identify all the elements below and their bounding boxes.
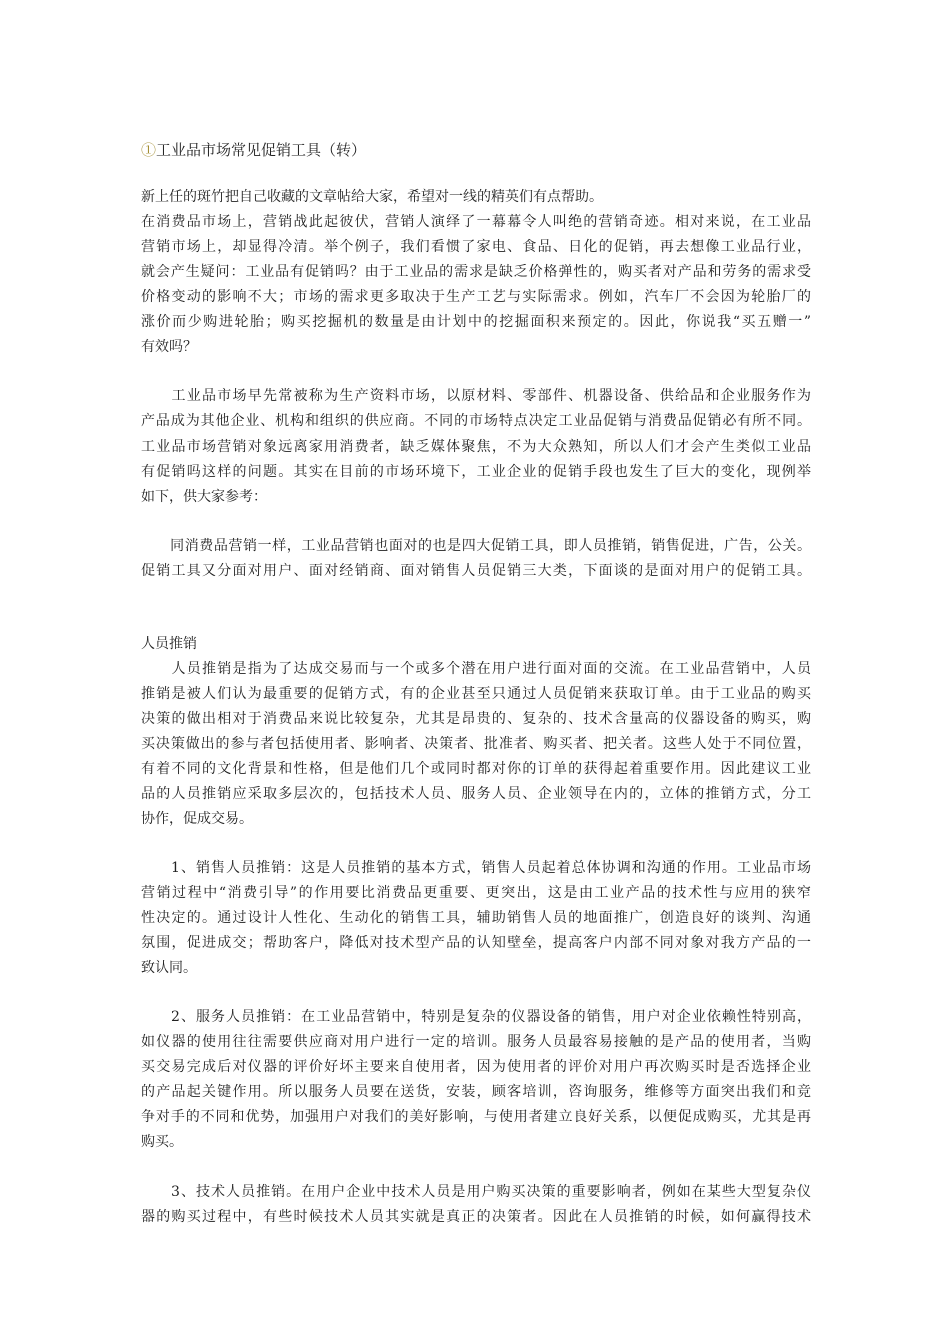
text-line: 人员推销是指为了达成交易而与一个或多个潜在用户进行面对面的交流。在工业品营销中，人员 xyxy=(141,661,811,677)
text-line: 买交易完成后对仪器的评价好坏主要来自使用者，因为使用者的评价对用户再次购买时是否选择企业 xyxy=(141,1059,811,1075)
text-line: 营销市场上，却显得冷清。举个例子，我们看惯了家电、食品、日化的促销，再去想像工业品行业， xyxy=(141,239,811,255)
text-line: 促销工具又分面对用户、面对经销商、面对销售人员促销三大类，下面谈的是面对用户的促销工具。 xyxy=(141,563,811,579)
circled-number-marker: ① xyxy=(141,141,157,159)
text-line: 3、技术人员推销。在用户企业中技术人员是用户购买决策的重要影响者，例如在某些大型复杂仪 xyxy=(141,1184,811,1200)
text-line: 涨价而少购进轮胎；购买挖掘机的数量是由计划中的挖掘面积来预定的。因此，你说我“买五赠一” xyxy=(141,314,811,330)
text-line: 买决策做出的参与者包括使用者、影响者、决策者、批准者、购买者、把关者。这些人处于不同位置， xyxy=(141,736,811,752)
text-line: 产品成为其他企业、机构和组织的供应商。不同的市场特点决定工业品促销与消费品促销必有所不同。 xyxy=(141,413,811,429)
text-line: 氛围，促进成交；帮助客户，降低对技术型产品的认知壁垒，提高客户内部不同对象对我方产品的一 xyxy=(141,935,811,951)
text-line: 有促销吗这样的问题。其实在目前的市场环境下，工业企业的促销手段也发生了巨大的变化，现例举 xyxy=(141,464,811,480)
text-line: 如仪器的使用往往需要供应商对用户进行一定的培训。服务人员最容易接触的是产品的使用者，当购 xyxy=(141,1034,811,1050)
text-line: 有效吗？ xyxy=(141,339,197,355)
article-title xyxy=(141,139,366,161)
text-line: 性决定的。通过设计人性化、生动化的销售工具，辅助销售人员的地面推广，创造良好的谈判、沟通 xyxy=(141,910,811,926)
text-line: 工业品市场营销对象远离家用消费者，缺乏媒体聚焦，不为大众熟知，所以人们才会产生类似工业品 xyxy=(141,439,811,455)
text-line: 就会产生疑问：工业品有促销吗？由于工业品的需求是缺乏价格弹性的，购买者对产品和劳务的需求受 xyxy=(141,264,811,280)
text-line: 器的购买过程中，有些时候技术人员其实就是真正的决策者。因此在人员推销的时候，如何赢得技术 xyxy=(141,1209,811,1225)
text-line: 有着不同的文化背景和性格，但是他们几个或同时都对你的订单的获得起着重要作用。因此建议工业 xyxy=(141,761,811,777)
article-title-text: 工业品市场常见促销工具（转） xyxy=(156,141,367,159)
text-line: 如下，供大家参考： xyxy=(141,489,267,505)
text-line: 致认同。 xyxy=(141,960,197,976)
text-line: 价格变动的影响不大；市场的需求更多取决于生产工艺与实际需求。例如，汽车厂不会因为轮胎厂的 xyxy=(141,289,811,305)
text-line: 营销过程中“消费引导”的作用要比消费品更重要、更突出，这是由工业产品的技术性与应用的狭窄 xyxy=(141,885,811,901)
text-line: 同消费品营销一样，工业品营销也面对的也是四大促销工具，即人员推销，销售促进，广告，公关。 xyxy=(141,538,811,554)
section-heading: 人员推销 xyxy=(141,636,197,652)
text-line: 争对手的不同和优势，加强用户对我们的美好影响，与使用者建立良好关系，以便促成购买，尤其是再 xyxy=(141,1109,811,1125)
text-line: 购买。 xyxy=(141,1134,183,1150)
text-line: 推销是被人们认为最重要的促销方式，有的企业甚至只通过人员促销来获取订单。由于工业品的购买 xyxy=(141,686,811,702)
text-line: 2、服务人员推销：在工业品营销中，特别是复杂的仪器设备的销售，用户对企业依赖性特别高， xyxy=(141,1009,811,1025)
text-line: 协作，促成交易。 xyxy=(141,811,253,827)
text-line: 工业品市场早先常被称为生产资料市场，以原材料、零部件、机器设备、供给品和企业服务作为 xyxy=(141,388,811,404)
text-line: 品的人员推销应采取多层次的，包括技术人员、服务人员、企业领导在内的，立体的推销方式，分工 xyxy=(141,786,811,802)
text-line: 在消费品市场上，营销战此起彼伏，营销人演绎了一幕幕令人叫绝的营销奇迹。相对来说，在工业品 xyxy=(141,214,811,230)
text-line: 1、销售人员推销：这是人员推销的基本方式，销售人员起着总体协调和沟通的作用。工业品市场 xyxy=(141,860,811,876)
text-line: 新上任的斑竹把自己收藏的文章帖给大家，希望对一线的精英们有点帮助。 xyxy=(141,189,603,205)
text-line: 决策的做出相对于消费品来说比较复杂，尤其是昂贵的、复杂的、技术含量高的仪器设备的购买，购 xyxy=(141,711,811,727)
text-line: 的产品起关键作用。所以服务人员要在送货，安装，顾客培训，咨询服务，维修等方面突出我们和竞 xyxy=(141,1084,811,1100)
